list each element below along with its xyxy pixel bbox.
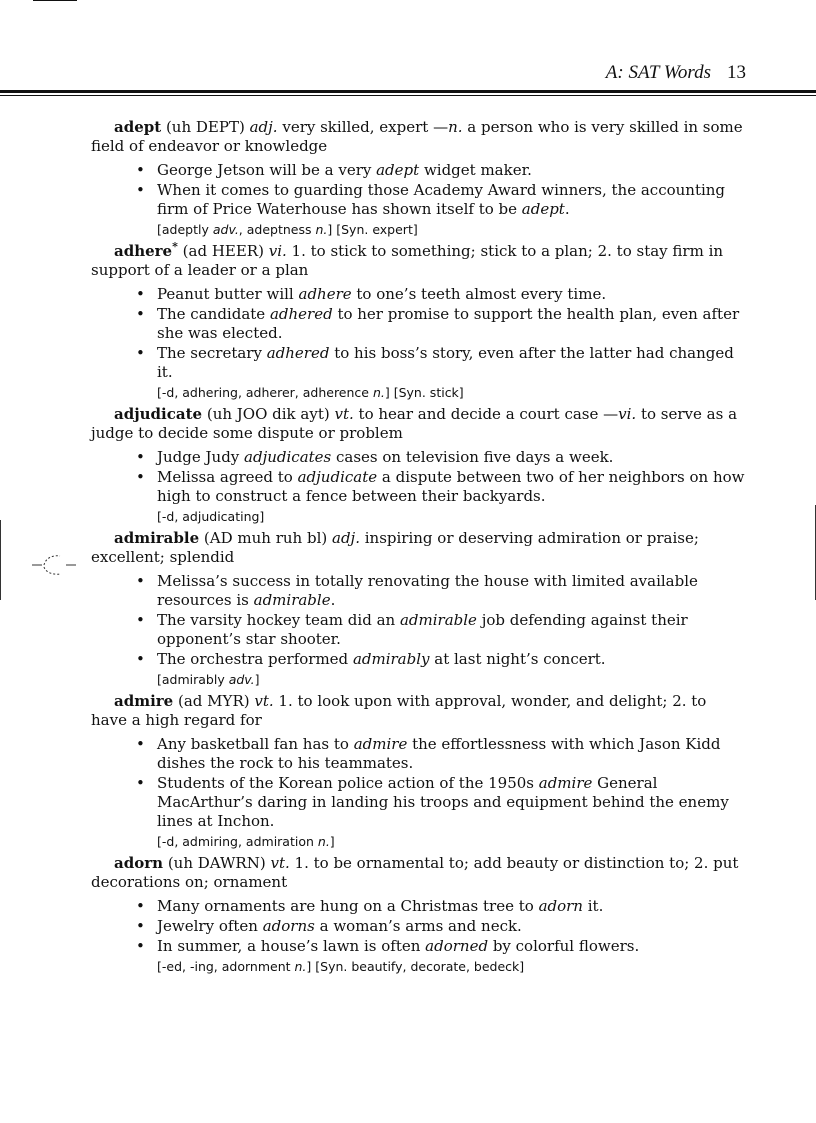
- example-text: George Jetson will be a very: [157, 161, 377, 179]
- headword: adjudicate: [114, 405, 203, 423]
- page-number: 13: [727, 62, 746, 83]
- example-item: [157, 161, 747, 180]
- dictionary-entry: [91, 692, 747, 851]
- example-keyword: adhered: [269, 305, 333, 323]
- example-text: The varsity hockey team did an: [157, 611, 400, 629]
- entry-definition: [91, 529, 747, 567]
- example-keyword: admirable: [253, 591, 331, 609]
- definition-text: 1. to be ornamental to; add beauty or distinction to; 2. put decorations on; ornament: [91, 854, 739, 891]
- example-keyword: adjudicate: [297, 468, 378, 486]
- example-item: [157, 774, 747, 831]
- dictionary-entry: [91, 529, 747, 689]
- header-rule-thick: [0, 90, 816, 93]
- part-of-speech-secondary: n.: [448, 118, 463, 136]
- pronunciation: (uh DAWRN): [167, 854, 266, 872]
- headword: admirable: [114, 529, 200, 547]
- example-text-end: to her promise to support the health plan, even after she was elected.: [157, 305, 740, 342]
- pronunciation: (ad MYR): [178, 692, 250, 710]
- part-of-speech: vt.: [270, 854, 290, 872]
- example-keyword: adorned: [425, 937, 489, 955]
- running-header-title: [606, 62, 746, 84]
- example-text-end: by colorful flowers.: [488, 937, 640, 955]
- forms-pos: n.: [294, 959, 307, 974]
- word-forms: [-d, adjudicating]: [157, 509, 265, 524]
- example-text-end: to his boss’s story, even after the latter had changed it.: [157, 344, 734, 381]
- example-text: Students of the Korean police action of the 1950s: [157, 774, 539, 792]
- headword: adorn: [114, 854, 164, 872]
- part-of-speech: vt.: [254, 692, 274, 710]
- word-forms: [adeptly adv., adeptness n.] [Syn. expert]: [157, 222, 418, 237]
- header-rule-thin: [0, 95, 816, 96]
- headword: adept: [114, 118, 162, 136]
- example-text: When it comes to guarding those Academy Award winners, the accounting firm of Price Waterhouse has shown itself to be: [157, 181, 726, 218]
- scan-edge-left: [0, 520, 1, 600]
- definition-text: inspiring or deserving admiration or praise; excellent; splendid: [91, 529, 699, 566]
- running-header: [0, 62, 816, 86]
- example-text-end: a woman’s arms and neck.: [314, 917, 522, 935]
- example-text-end: to one’s teeth almost every time.: [351, 285, 607, 303]
- example-item: [157, 650, 747, 669]
- pronunciation: (uh JOO dik ayt): [206, 405, 330, 423]
- dictionary-entry: [91, 242, 747, 402]
- example-keyword: adorn: [538, 897, 583, 915]
- example-list: [91, 735, 747, 831]
- example-text-end: .: [564, 200, 570, 218]
- example-keyword: admire: [353, 735, 408, 753]
- example-item: [157, 344, 747, 382]
- dictionary-entry: [91, 118, 747, 239]
- pronunciation: (AD muh ruh bl): [203, 529, 328, 547]
- example-text: Peanut butter will: [157, 285, 299, 303]
- example-item: [157, 897, 747, 916]
- example-item: [157, 611, 747, 649]
- word-forms: [-ed, -ing, adornment n.] [Syn. beautify, decorate, bedeck]: [157, 959, 525, 974]
- definition-text: very skilled, expert —: [277, 118, 449, 136]
- example-text: Many ornaments are hung on a Christmas tree to: [157, 897, 539, 915]
- example-text: Melissa’s success in totally renovating the house with limited available resources is: [157, 572, 698, 609]
- entry-definition: [91, 118, 747, 156]
- dictionary-entries: [91, 118, 747, 979]
- example-text: Any basketball fan has to: [157, 735, 354, 753]
- word-forms: [-d, adhering, adherer, adherence n.] [Syn. stick]: [157, 385, 464, 400]
- example-text-end: cases on television five days a week.: [331, 448, 614, 466]
- definition-text: to hear and decide a court case —: [353, 405, 619, 423]
- example-text-end: .: [330, 591, 336, 609]
- example-list: [91, 161, 747, 219]
- example-keyword: admire: [538, 774, 593, 792]
- definition-text-secondary: to serve as a judge to decide some dispute or problem: [91, 405, 738, 442]
- corner-crop-mark: [33, 0, 77, 1]
- forms-pos: adv.: [212, 222, 239, 237]
- header-title-text: A: SAT Words: [605, 62, 711, 83]
- example-item: [157, 285, 747, 304]
- forms-pos: n.: [315, 222, 328, 237]
- example-keyword: adorns: [262, 917, 315, 935]
- part-of-speech-secondary: vi.: [618, 405, 637, 423]
- example-list: [91, 572, 747, 669]
- forms-pos: n.: [317, 834, 330, 849]
- headword-star-marker: *: [172, 240, 178, 253]
- example-keyword: adjudicates: [244, 448, 332, 466]
- forms-pos: adv.: [228, 672, 255, 687]
- example-text: Melissa agreed to: [157, 468, 298, 486]
- header-double-rule: [0, 90, 816, 98]
- margin-bracket-icon: [30, 553, 80, 577]
- example-text: Judge Judy: [157, 448, 245, 466]
- example-text: The secretary: [157, 344, 267, 362]
- forms-pos: n.: [372, 385, 385, 400]
- example-text-end: it.: [582, 897, 604, 915]
- entry-definition: [91, 854, 747, 892]
- example-keyword: adept: [521, 200, 565, 218]
- entry-definition: [91, 692, 747, 730]
- example-text-end: a dispute between two of her neighbors on how high to construct a fence between their backyards.: [157, 468, 745, 505]
- example-text: In summer, a house’s lawn is often: [157, 937, 426, 955]
- example-item: [157, 448, 747, 467]
- example-text-end: widget maker.: [419, 161, 532, 179]
- part-of-speech: vt.: [334, 405, 354, 423]
- word-forms: [admirably adv.]: [157, 672, 260, 687]
- example-keyword: admirably: [352, 650, 430, 668]
- dictionary-entry: [91, 854, 747, 976]
- definition-text-secondary: a person who is very skilled in some field of endeavor or knowledge: [91, 118, 743, 155]
- example-item: [157, 937, 747, 956]
- part-of-speech: adj.: [332, 529, 360, 547]
- example-item: [157, 735, 747, 773]
- example-keyword: adhere: [298, 285, 352, 303]
- example-keyword: adhered: [266, 344, 330, 362]
- part-of-speech: vi.: [268, 242, 287, 260]
- example-text: The candidate: [157, 305, 270, 323]
- example-text-end: the effortlessness with which Jason Kidd dishes the rock to his teammates.: [157, 735, 721, 772]
- word-forms: [-d, admiring, admiration n.]: [157, 834, 335, 849]
- example-text-end: job defending against their opponent’s star shooter.: [157, 611, 688, 648]
- entry-definition: [91, 242, 747, 280]
- example-text: Jewelry often: [157, 917, 263, 935]
- example-keyword: admirable: [399, 611, 477, 629]
- example-list: [91, 448, 747, 506]
- entry-definition: [91, 405, 747, 443]
- example-text: The orchestra performed: [157, 650, 353, 668]
- dictionary-entry: [91, 405, 747, 526]
- example-text-end: General MacArthur’s daring in landing his troops and equipment behind the enemy lines at Inchon.: [157, 774, 729, 830]
- definition-text: 1. to look upon with approval, wonder, and delight; 2. to have a high regard for: [91, 692, 707, 729]
- example-item: [157, 917, 747, 936]
- pronunciation: (ad HEER): [182, 242, 264, 260]
- example-text-end: at last night’s concert.: [429, 650, 606, 668]
- example-item: [157, 305, 747, 343]
- example-list: [91, 285, 747, 382]
- headword: admire: [114, 692, 174, 710]
- example-keyword: adept: [376, 161, 420, 179]
- headword: adhere: [114, 242, 173, 260]
- example-item: [157, 468, 747, 506]
- example-item: [157, 181, 747, 219]
- pronunciation: (uh DEPT): [165, 118, 245, 136]
- part-of-speech: adj.: [249, 118, 278, 136]
- example-list: [91, 897, 747, 956]
- example-item: [157, 572, 747, 610]
- definition-text: 1. to stick to something; stick to a plan; 2. to stay firm in support of a leader or a plan: [91, 242, 724, 279]
